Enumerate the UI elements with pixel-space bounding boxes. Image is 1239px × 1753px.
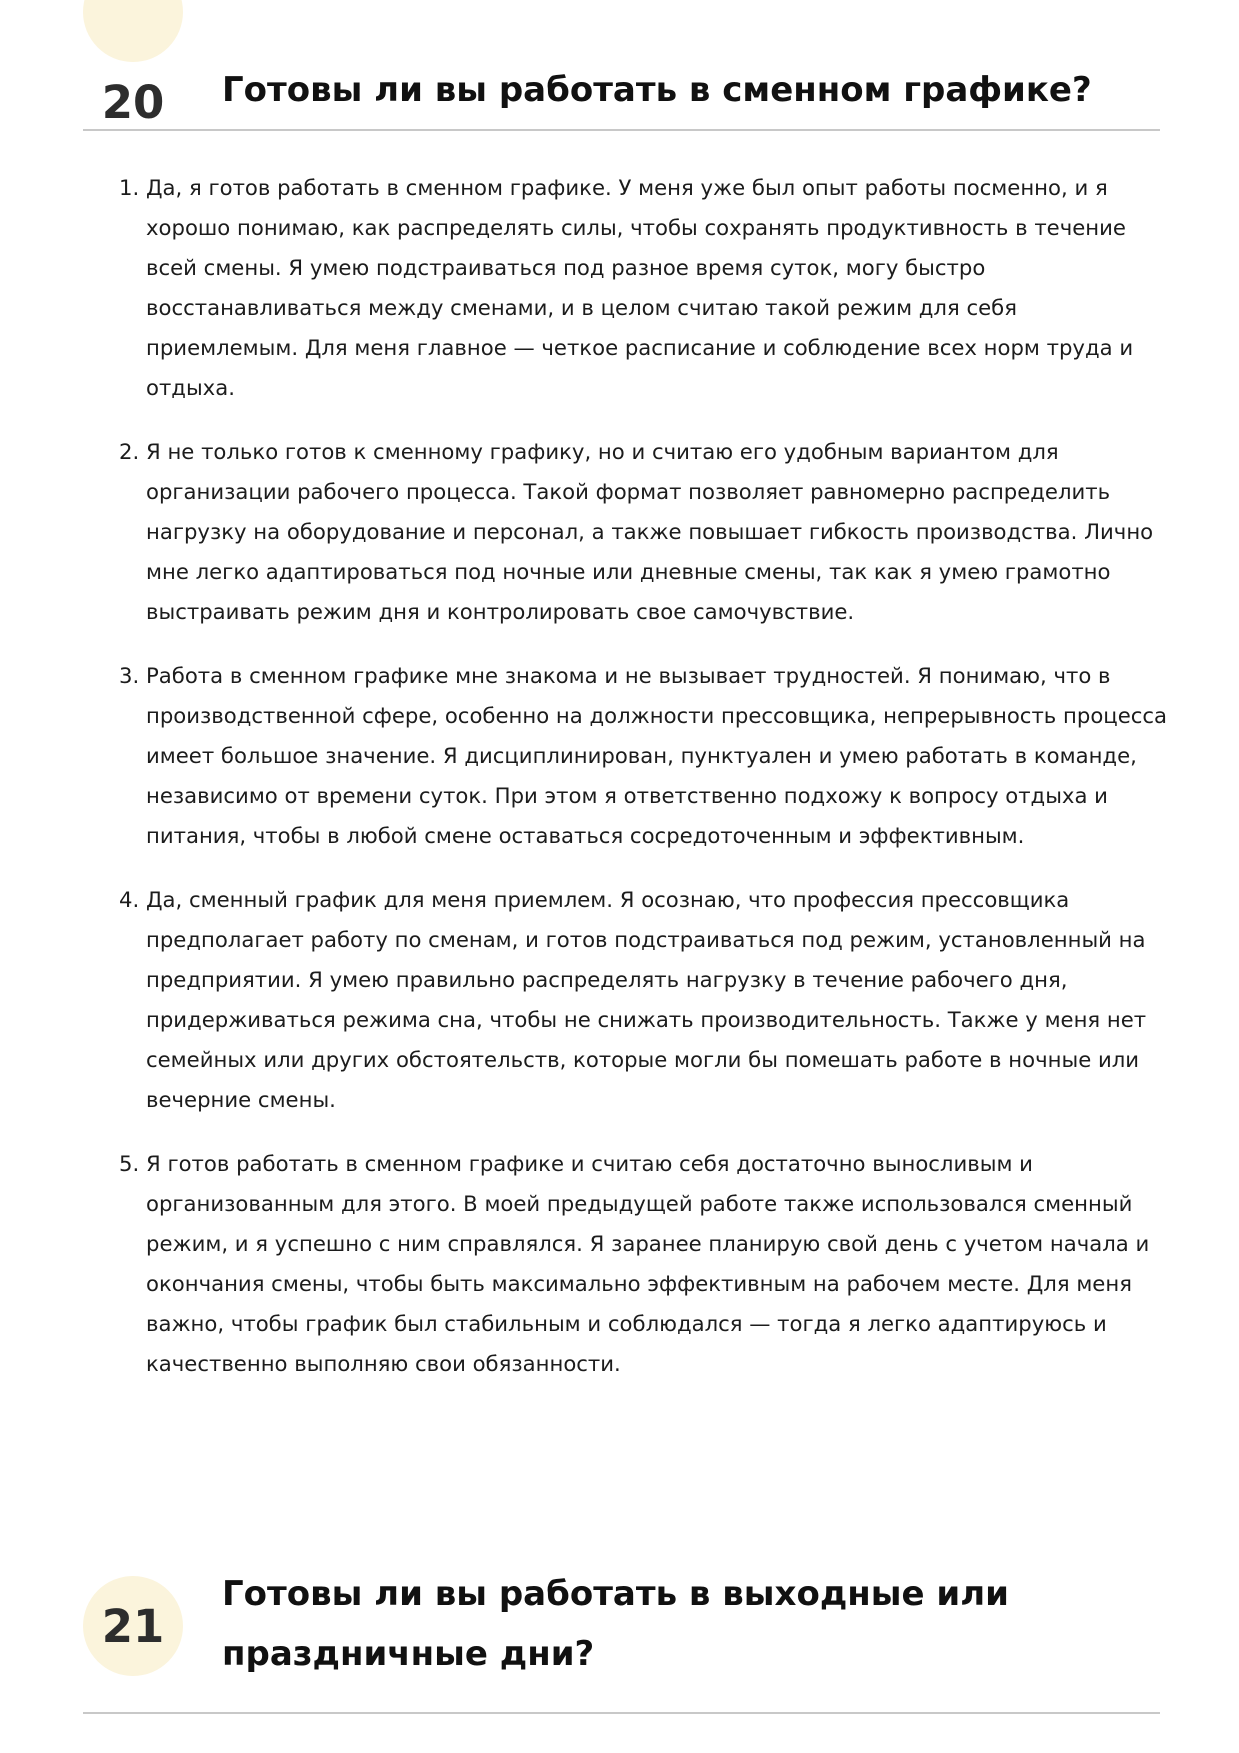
question-21-header [83, 1540, 1160, 1714]
answer-1: 1. Да, я готов работать в сменном графике. У меня уже был опыт работы посменно, и я хорошо понимаю, как распределять силы, чтобы сохранять продуктивность в течение всей смены. Я умею подстраиваться под разное время суток, могу быстро восстанавливаться между сменами, и в целом считаю такой режим для себя приемлемым. Для меня главное — четкое расписание и соблюдение всех норм труда и отдыха. [146, 168, 1173, 408]
question-20-section [83, 0, 1160, 131]
answers-list [83, 168, 1173, 1408]
question-20-header [83, 0, 1160, 131]
question-21-number: 21 [101, 1600, 165, 1653]
question-21-section [83, 1540, 1160, 1714]
answer-2: 2. Я не только готов к сменному графику, но и считаю его удобным вариантом для организации рабочего процесса. Такой формат позволяет равномерно распределить нагрузку на оборудование и персонал, а также повышает гибкость производства. Лично мне легко адаптироваться под ночные или дневные смены, так как я умею грамотно выстраивать режим дня и контролировать свое самочувствие. [146, 432, 1173, 632]
question-20-number: 20 [101, 76, 165, 129]
question-20-badge [83, 0, 183, 129]
question-21-title-line-1: Готовы ли вы работать в выходные или [222, 1574, 1009, 1614]
answer-5: 5. Я готов работать в сменном графике и считаю себя достаточно выносливым и организованным для этого. В моей предыдущей работе также использовался сменный режим, и я успешно с ним справлялся. Я заранее планирую свой день с учетом начала и окончания смены, чтобы быть максимально эффективным на рабочем месте. Для меня важно, чтобы график был стабильным и соблюдался — тогда я легко адаптируюсь и качественно выполняю свои обязанности. [146, 1144, 1173, 1384]
question-20-title: Готовы ли вы работать в сменном графике? [222, 70, 1092, 110]
question-21-badge [83, 1576, 183, 1676]
question-20-badge-circle [83, 0, 183, 62]
question-21-title [222, 1564, 1160, 1684]
answer-4: 4. Да, сменный график для меня приемлем. Я осознаю, что профессия прессовщика предполагает работу по сменам, и готов подстраиваться под режим, установленный на предприятии. Я умею правильно распределять нагрузку в течение рабочего дня, придерживаться режима сна, чтобы не снижать производительность. Также у меня нет семейных или других обстоятельств, которые могли бы помешать работе в ночные или вечерние смены. [146, 880, 1173, 1120]
question-21-title-line-2: праздничные дни? [222, 1634, 595, 1674]
answer-3: 3. Работа в сменном графике мне знакома и не вызывает трудностей. Я понимаю, что в производственной сфере, особенно на должности прессовщика, непрерывность процесса имеет большое значение. Я дисциплинирован, пунктуален и умею работать в команде, независимо от времени суток. При этом я ответственно подхожу к вопросу отдыха и питания, чтобы в любой смене оставаться сосредоточенным и эффективным. [146, 656, 1173, 856]
